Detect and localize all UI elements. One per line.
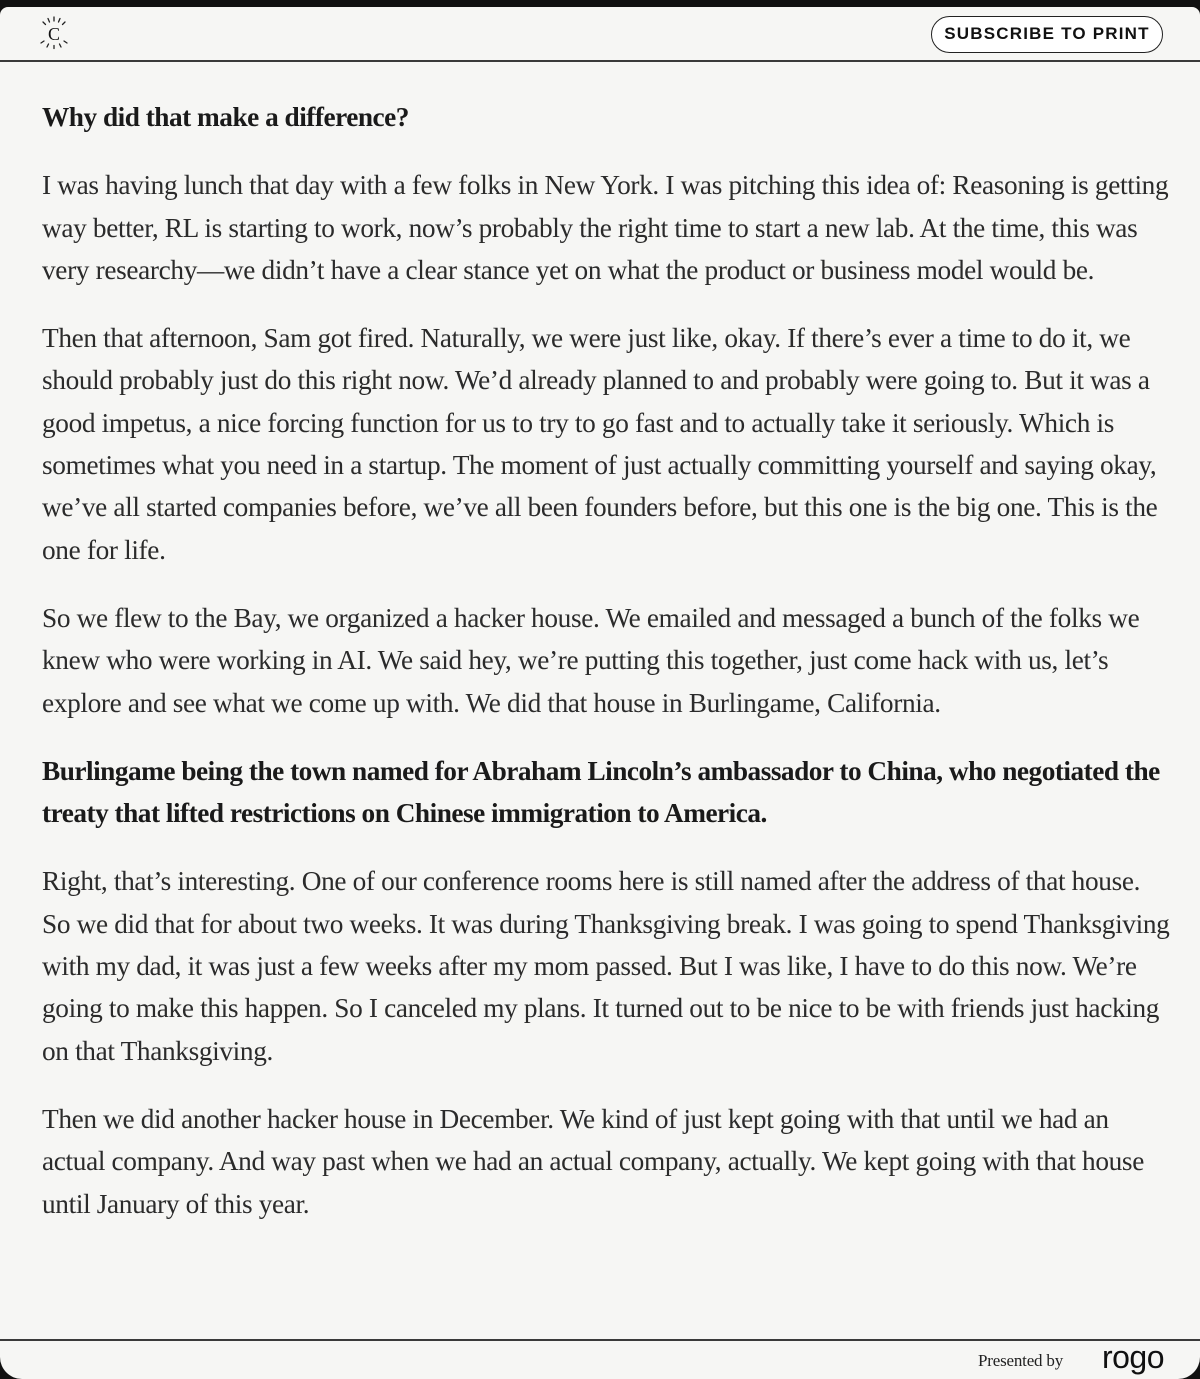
subscribe-to-print-button[interactable]: SUBSCRIBE TO PRINT <box>931 16 1163 53</box>
presented-by-label: Presented by <box>978 1351 1063 1370</box>
top-bar <box>0 7 1200 62</box>
sponsor-bar <box>0 1339 1200 1379</box>
interview-question: Why did that make a difference? <box>42 102 409 132</box>
article-body <box>42 96 1172 1251</box>
interview-answer: Right, that’s interesting. One of our conference rooms here is still named after the address of that house. So we did that for about two weeks. It was during Thanksgiving break. I was going to spend Thanksgiving with my dad, it was just a few weeks after my mom passed. But I was like, I have to do this now. We’re going to make this happen. So I canceled my plans. It turned out to be nice to be with friends just hacking on that Thanksgiving. <box>42 866 1170 1066</box>
interview-answer: Then that afternoon, Sam got fired. Naturally, we were just like, okay. If there’s ever a time to do it, we should probably just do this right now. We’d already planned to and probably were going to. But it was a good impetus, a nice forcing function for us to try to go fast and to actually take it seriously. Which is sometimes what you need in a startup. The moment of just actually committing yourself and saying okay, we’ve all started companies before, we’ve all been founders before, but this one is the big one. This is the one for life. <box>42 323 1158 565</box>
interview-question: Burlingame being the town named for Abraham Lincoln’s ambassador to China, who negotiated the treaty that lifted restrictions on Chinese immigration to America. <box>42 755 1160 829</box>
article-page <box>0 7 1200 1379</box>
interview-answer: So we flew to the Bay, we organized a hacker house. We emailed and messaged a bunch of the folks we knew who were working in AI. We said hey, we’re putting this together, just come hack with us, let’s explore and see what we come up with. We did that house in Burlingame, California. <box>42 602 1140 718</box>
sponsor-logo[interactable]: rogo <box>1101 1339 1164 1375</box>
interview-answer: Then we did another hacker house in December. We kind of just kept going with that until we had an actual company. And way past when we had an actual company, actually. We kept going with that house until January of this year. <box>42 1103 1144 1219</box>
logo-letter: C <box>47 24 61 44</box>
interview-answer: I was having lunch that day with a few folks in New York. I was pitching this idea of: Reasoning is getting way better, RL is starting to work, now’s probably the right time to start a new lab. At the time, this was very researchy—we didn’t have a clear stance yet on what the product or business model would be. <box>42 170 1169 285</box>
publication-logo-icon[interactable] <box>36 15 72 51</box>
